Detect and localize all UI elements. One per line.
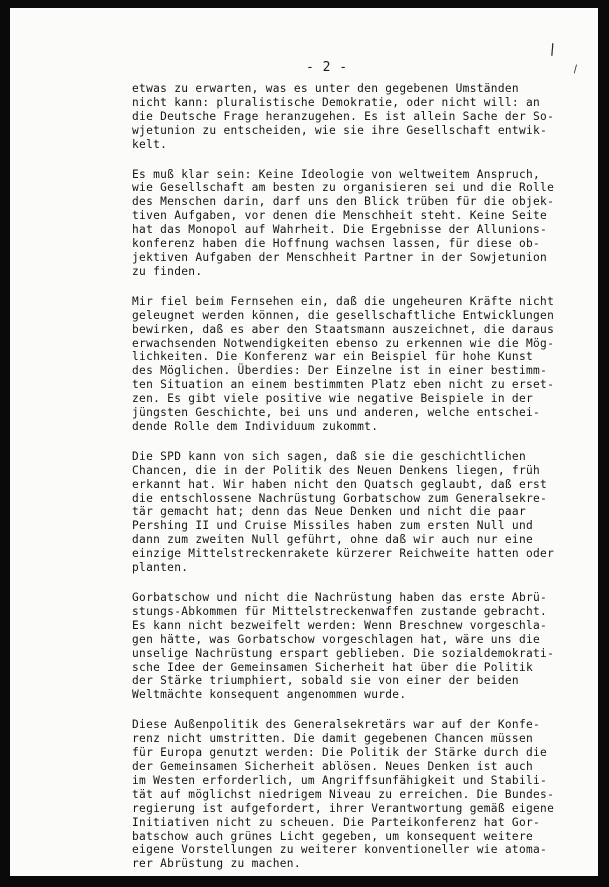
text-line: wjetunion zu entscheiden, wie sie ihre Gesellschaft entwik- [132, 123, 548, 137]
text-line: regierung ist aufgefordert, ihrer Verantwortung gemäß eigene [132, 801, 555, 815]
text-line: zen. Es gibt viele positive wie negative Beispiele in der [132, 392, 534, 406]
text-line: nicht kann: pluralistische Demokratie, oder nicht will: an [132, 95, 541, 109]
text-line: stungs-Abkommen für Mittelstreckenwaffen zustande gebracht. [132, 604, 548, 618]
text-line: konferenz haben die Hoffnung wachsen lassen, für diese ob- [132, 237, 541, 251]
text-line: etwas zu erwarten, was es unter den gegebenen Umständen [132, 82, 519, 95]
text-line: planten. [132, 561, 189, 575]
text-line: geleugnet werden können, die gesellschaftliche Entwicklungen [132, 308, 555, 322]
text-line: des Menschen darin, darf uns den Blick trüben für die objek- [132, 195, 555, 209]
text-line: tät auf möglichst niedrigem Niveau zu erreichen. Die Bundes- [132, 787, 555, 801]
text-line: wie Gesellschaft am besten zu organisieren sei und die Rolle [132, 181, 555, 195]
text-line: kelt. [132, 137, 168, 151]
text-line: Gorbatschow und nicht die Nachrüstung haben das erste Abrü- [132, 591, 548, 604]
text-line: einzige Mittelstreckenrakete kürzerer Reichweite hatten oder [132, 547, 555, 561]
text-line: dende Rolle dem Individuum zukommt. [132, 419, 379, 433]
text-line: rer Abrüstung zu machen. [132, 857, 301, 871]
text-line: ten Situation an einem bestimmten Platz eben nicht zu erset- [132, 378, 555, 392]
paragraph [132, 295, 582, 434]
text-line: Pershing II und Cruise Missiles haben zum ersten Null und [132, 519, 534, 533]
document-page [10, 8, 598, 876]
text-line: hat das Monopol auf Wahrheit. Die Ergebnisse der Allunions- [132, 223, 548, 237]
pen-mark: \ [544, 40, 560, 60]
text-line: die Deutsche Frage heranzugehen. Es ist allein Sache der So- [132, 109, 555, 123]
text-line: eigene Vorstellungen zu weiterer konventioneller wie atoma- [132, 843, 548, 857]
text-line: Diese Außenpolitik des Generalsekretärs war auf der Konfe- [132, 718, 541, 732]
text-line: im Westen erforderlich, um Angriffsunfähigkeit und Stabili- [132, 773, 548, 787]
text-line: jektiven Aufgaben der Menschheit Partner in der Sowjetunion [132, 250, 548, 264]
text-line: erkannt hat. Wir haben nicht den Quatsch geglaubt, daß erst [132, 477, 548, 491]
paragraph [132, 450, 582, 575]
text-line: zu finden. [132, 264, 203, 278]
text-line: Die SPD kann von sich sagen, daß sie die geschichtlichen [132, 449, 526, 463]
paragraph [132, 718, 582, 871]
text-line: tär gemacht hat; denn das Neue Denken und nicht die paar [132, 505, 526, 519]
paragraph [132, 82, 582, 152]
body-text [132, 82, 582, 876]
text-line: batschow auch grünes Licht gegeben, um konsequent weitere [132, 829, 534, 843]
paragraph [132, 591, 582, 702]
text-line: jüngsten Geschichte, bei uns und anderen, welche entschei- [132, 406, 541, 420]
paragraph [132, 168, 582, 279]
text-line: renz nicht umstritten. Die damit gegebenen Chancen müssen [132, 732, 534, 746]
text-line: Weltmächte konsequent angenommen wurde. [132, 688, 407, 702]
text-line: gen hätte, was Gorbatschow vorgeschlagen hat, wäre uns die [132, 632, 541, 646]
text-line: dann zum zweiten Null geführt, ohne daß wir auch nur eine [132, 533, 534, 547]
text-line: Initiativen nicht zu scheuen. Die Parteikonferenz hat Gor- [132, 815, 541, 829]
pen-mark: \ [569, 63, 581, 76]
text-line: sche Idee der Gemeinsamen Sicherheit hat über die Politik [132, 660, 534, 674]
text-line: Chancen, die in der Politik des Neuen Denkens liegen, früh [132, 463, 541, 477]
text-line: Es muß klar sein: Keine Ideologie von weltweitem Anspruch, [132, 167, 541, 181]
page-number: - 2 - [306, 60, 348, 75]
text-line: der Gemeinsamen Sicherheit ablösen. Neues Denken ist auch [132, 759, 534, 773]
text-line: tiven Aufgaben, vor denen die Menschheit steht. Keine Seite [132, 209, 548, 223]
text-line: der Stärke triumphiert, sobald sie von einer der beiden [132, 674, 519, 688]
text-line: Es kann nicht bezweifelt werden: Wenn Breschnew vorgeschla- [132, 618, 548, 632]
text-line: unselige Nachrüstung erspart geblieben. Die sozialdemokrati- [132, 646, 555, 660]
text-line: für Europa genutzt werden: Die Politik der Stärke durch die [132, 746, 548, 760]
text-line: des Möglichen. Überdies: Der Einzelne ist in einer bestimm- [132, 364, 548, 378]
text-line: erwachsenden Notwendigkeiten ebenso zu erkennen wie die Mög- [132, 336, 555, 350]
text-line: lichkeiten. Die Konferenz war ein Beispiel für hohe Kunst [132, 350, 534, 364]
text-line: bewirken, daß es aber den Staatsmann auszeichnet, die daraus [132, 322, 555, 336]
text-line: Mir fiel beim Fernsehen ein, daß die ungeheuren Kräfte nicht [132, 294, 555, 308]
text-line: die entschlossene Nachrüstung Gorbatschow zum Generalsekre- [132, 491, 548, 505]
